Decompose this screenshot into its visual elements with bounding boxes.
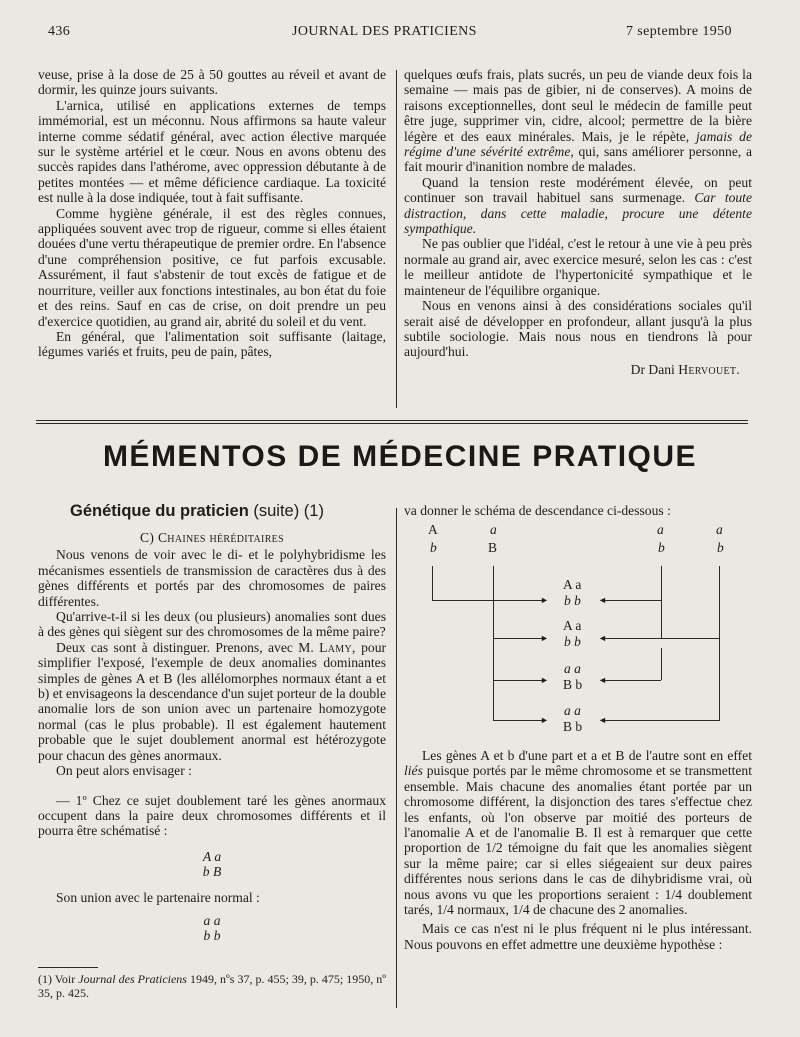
arrow-right-icon: ► — [540, 675, 549, 685]
paragraph: Mais ce cas n'est ni le plus fréquent ni le plus intéressant. Nous pouvons en effet admettre une deuxième hypothèse : — [404, 921, 752, 952]
section-heading: C) Chaines héréditaires — [140, 530, 284, 545]
paragraph: Nous venons de voir avec le di- et le polyhybridisme les mécanismes essentiels de transmission de caractères dus à des gènes différents et portés par des chromosomes de paires différentes. — [38, 547, 386, 609]
parent1-gene: A — [428, 522, 438, 537]
footnote-rule — [38, 967, 98, 968]
formula-top: A a — [202, 848, 222, 864]
paragraph: Comme hygiène générale, il est des règles connues, appliquées souvent avec trop de rigueur, comme si elles étaient douées d'une vertu thérapeutique de premier ordre. En l'absence d'une compréhension positive, ce fut parfois excusable. Assurément, il faut s'abstenir de tout excès de fatigue et de nourriture, veiller aux fonctions intestinales, au bon état du foie et des reins. Sauf en cas de crise, on doit prendre un peu d'exercice quotidien, au grand air, abrité du soleil et du vent. — [38, 205, 386, 329]
signature: Dr Dani Hervouet. — [630, 361, 740, 377]
parent2-gene: b — [717, 540, 724, 555]
diagram-line — [605, 638, 719, 639]
paragraph: Quand la tension reste modérément élevée, on peut continuer son travail habituel sans surmenage. Car toute distraction, dans cette maladie, procure une détente sympathique. — [404, 174, 752, 237]
paragraph: On peut alors envisager : — [56, 763, 192, 779]
top-right-column — [404, 67, 752, 377]
diagram-line — [493, 720, 542, 721]
section-rule — [36, 420, 748, 421]
section-banner: MÉMENTOS DE MÉDECINE PRATIQUE — [102, 440, 698, 473]
diagram-line — [493, 638, 542, 639]
section-rule — [36, 423, 748, 424]
diagram-line — [493, 566, 494, 721]
diagram-intro: va donner le schéma de descendance ci-dessous : — [404, 503, 671, 518]
paragraph: veuse, prise à la dose de 25 à 50 gouttes au réveil et avant de dormir, les quinze jours suivants. — [38, 67, 386, 98]
arrow-right-icon: ► — [540, 715, 549, 725]
article-title: Génétique du praticien (suite) (1) — [70, 502, 324, 520]
arrow-right-icon: ► — [540, 595, 549, 605]
arrow-left-icon: ◄ — [598, 595, 607, 605]
journal-title: JOURNAL DES PRATICIENS — [292, 24, 477, 39]
page-number: 436 — [48, 24, 71, 39]
diagram-line — [432, 600, 542, 601]
paragraph: quelques œufs frais, plats sucrés, un peu de viande deux fois la semaine — mais pas de gibier, ni de conserves). A moins de raisons exceptionnelles, dont seul le médecin de famille peut être juge, supprimer vin, cidre, alcool; permettre de la bière légère et des eaux minérales. Mais, je le répète, jamais de régime d'une sévérité extrême, qui, sans améliorer personne, a fait mourir d'inanition nombre de malades. — [404, 67, 752, 175]
parent2-gene: a — [657, 522, 664, 537]
paragraph: Son union avec le partenaire normal : — [56, 889, 260, 905]
offspring-genotype-bottom: B b — [563, 719, 583, 734]
top-left-column — [38, 67, 386, 360]
paragraph: L'arnica, utilisé en applications externes de temps immémorial, est un méconnu. Nous affirmons sa haute valeur interne comme sédatif général, avec action élective marquée sur le système artériel et le cœur. Nous en avons obtenu des succès rapides dans l'athérome, avec oppression débutante à de petites montées — et même déficience cardiaque. La toxicité est nulle à la dose indiquée, tout à fait suffisante. — [38, 97, 386, 206]
paragraph: — 1º Chez ce sujet doublement taré les gènes anormaux occupent dans la paire deux chromosomes différents et il pourra être schématisé : — [38, 792, 386, 839]
paragraph: Deux cas sont à distinguer. Prenons, avec M. Lamy, pour simplifier l'exposé, l'exemple de deux anomalies dominantes simples de gènes A et B (les allélomorphes normaux étant a et b) et envisageons la descendance d'un sujet porteur de la double anomalie lors de son union avec un partenaire homozygote normal (cas le plus probable). Il est également hautement probable que le sujet doublement anormal est hétérozygote pour chacun des gènes anormaux. — [38, 639, 387, 763]
issue-date: 7 septembre 1950 — [626, 24, 732, 39]
parent2-gene: b — [658, 540, 665, 555]
article-left-column — [38, 530, 386, 944]
arrow-left-icon: ◄ — [598, 633, 607, 643]
paragraph: Ne pas oublier que l'idéal, c'est le retour à une vie à peu près normale au grand air, avec exercice mesuré, selon les cas : c'est le meilleur antidote de l'hypertonicité sympathique et le mainteneur de l'équilibre organique. — [404, 236, 752, 298]
parent1-gene: B — [488, 540, 498, 555]
parent1-gene: a — [490, 522, 497, 537]
arrow-left-icon: ◄ — [598, 675, 607, 685]
parent2-gene: a — [716, 522, 723, 537]
paragraph: Nous en venons ainsi à des considérations sociales qu'il serait aisé de développer en profondeur, allant jusqu'à la plus subtile sociologie. Mais nous nous en tiendrons là pour aujourd'hui. — [404, 298, 752, 360]
formula-top: a a — [203, 912, 221, 928]
diagram-line — [605, 600, 661, 601]
diagram-line — [661, 648, 662, 680]
footnote: (1) Voir Journal des Praticiens 1949, nºs 37, p. 455; 39, p. 475; 1950, nº 35, p. 425. — [38, 972, 387, 1000]
offspring-genotype-bottom: b b — [564, 634, 581, 649]
offspring-genotype-bottom: B b — [563, 677, 583, 692]
offspring-genotype-bottom: b b — [564, 593, 581, 608]
formula-bottom: b b — [203, 928, 221, 944]
diagram-line — [605, 680, 661, 681]
diagram-line — [719, 566, 720, 721]
formula-bottom: b B — [202, 864, 222, 880]
paragraph: Qu'arrive-t-il si les deux (ou plusieurs) anomalies sont dues à des gènes qui siègent sur des chromosomes de la même paire? — [38, 609, 386, 640]
offspring-genotype-top: a a — [564, 703, 581, 718]
offspring-genotype-top: A a — [563, 577, 582, 592]
paragraph: En général, que l'alimentation soit suffisante (laitage, légumes variés et fruits, peu de pain, pâtes, — [38, 328, 386, 360]
offspring-genotype-top: A a — [563, 618, 582, 633]
article-right-column — [404, 748, 752, 952]
diagram-line — [661, 566, 662, 638]
arrow-left-icon: ◄ — [598, 715, 607, 725]
diagram-line — [432, 566, 433, 600]
parent1-gene: b — [430, 540, 437, 555]
column-divider — [396, 70, 397, 408]
arrow-right-icon: ► — [540, 633, 549, 643]
diagram-line — [605, 720, 719, 721]
offspring-genotype-top: a a — [564, 661, 581, 676]
paragraph: Les gènes A et b d'une part et a et B de l'autre sont en effet liés puisque portés par le même chromosome et se transmettent ensemble. Mais chacune des anomalies étant portée par un chromosome différent, la disjonction des tares s'effectue chez les enfants, où l'on observe par moitié des porteurs de l'anomalie A et de l'anomalie B. Il est à remarquer que cette proportion de 1/2 témoigne du fait que les anomalies siègent sur la même paire; car si elles siégeaient sur deux paires différentes nous serions dans le cas de dihybridisme vrai, où nous avons vu que les proportions seraient : 1/4 doublement tarés, 1/4 normaux, 1/4 de chacune des 2 anomalies. — [404, 748, 752, 918]
diagram-line — [493, 680, 542, 681]
column-divider — [396, 508, 397, 1008]
